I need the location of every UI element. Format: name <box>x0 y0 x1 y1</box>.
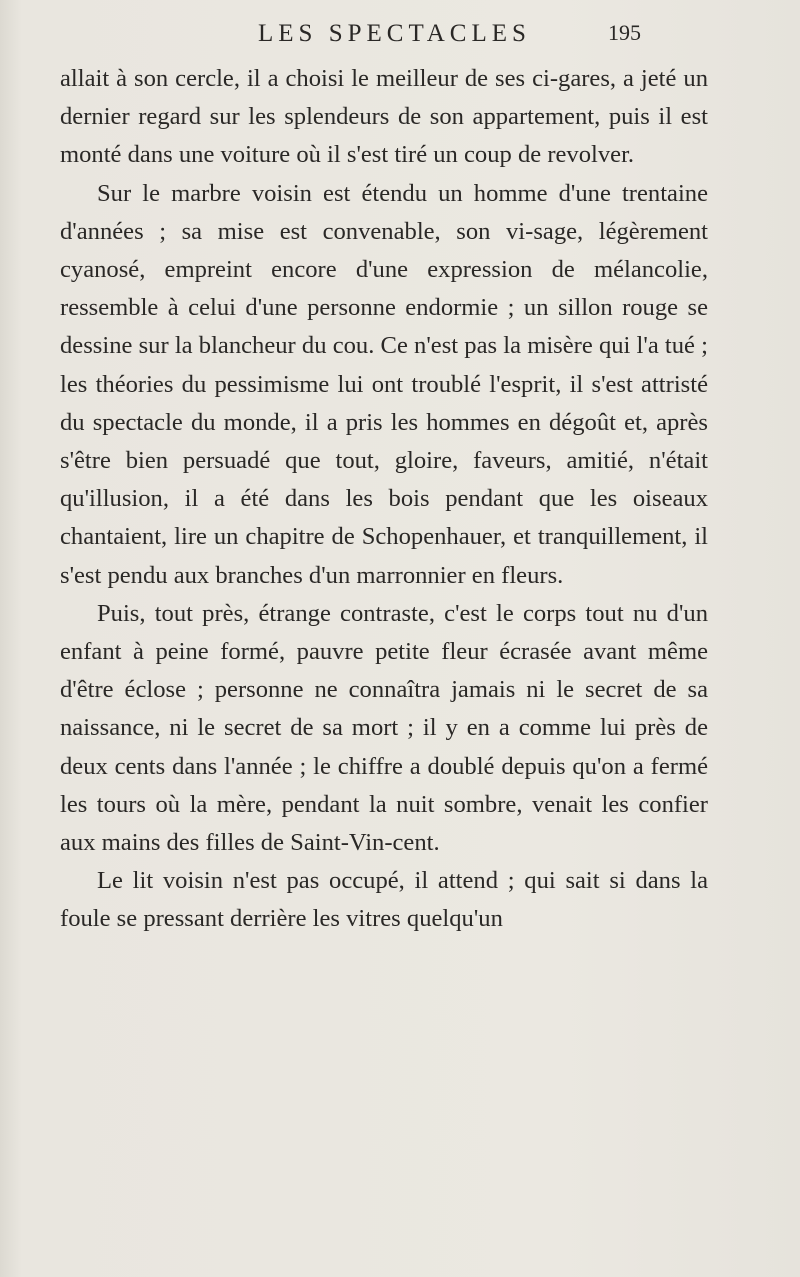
page-number: 195 <box>608 20 641 45</box>
paragraph-4: Le lit voisin n'est pas occupé, il attend ; qui sait si dans la foule se pressant derrière les vitres quelqu'un <box>60 867 708 933</box>
paragraph-2: Sur le marbre voisin est étendu un homme d'une trentaine d'années ; sa mise est convenable, son vi-sage, légèrement cyanosé, empreint encore d'une expression de mélancolie, ressemble à celui d'une personne endormie ; un sillon rouge se dessine sur la blancheur du cou. Ce n'est pas la misère qui l'a tué ; les théories du pessimisme lui ont troublé l'esprit, il s'est attristé du spectacle du monde, il a pris les hommes en dégoût et, après s'être bien persuadé que tout, gloire, faveurs, amitié, n'était qu'illusion, il a été dans les bois pendant que les oiseaux chantaient, lire un chapitre de Schopenhauer, et tranquillement, il s'est pendu aux branches d'un marronnier en fleurs. <box>60 179 708 589</box>
running-title: LES SPECTACLES <box>258 20 531 47</box>
body-text <box>60 60 708 939</box>
paragraph-3: Puis, tout près, étrange contraste, c'est le corps tout nu d'un enfant à peine formé, pauvre petite fleur écrasée avant même d'être éclose ; personne ne connaîtra jamais ni le secret de sa naissance, ni le secret de sa mort ; il y en a comme lui près de deux cents dans l'année ; le chiffre a doublé depuis qu'on a fermé les tours où la mère, pendant la nuit sombre, venait les confier aux mains des filles de Saint-Vin-cent. <box>60 599 708 857</box>
running-head <box>0 14 800 54</box>
paragraph-1: allait à son cercle, il a choisi le meilleur de ses ci-gares, a jeté un dernier regard sur les splendeurs de son appartement, puis il est monté dans une voiture où il s'est tiré un coup de revolver. <box>60 65 708 169</box>
